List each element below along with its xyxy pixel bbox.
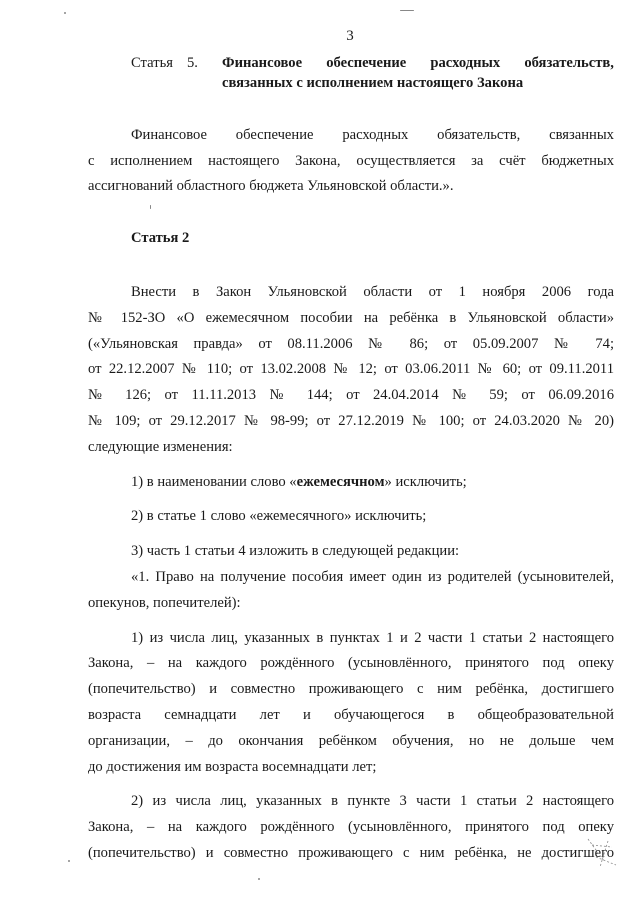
item-3: 3) часть 1 статьи 4 изложить в следующей редакции:: [131, 543, 460, 560]
article-5-heading: Статья 5. Финансовое обеспечение расходных обязательств, связанных с исполнением настоящего Закона: [88, 53, 614, 93]
financing-line-3: ассигнований областного бюджета Ульяновской области.».: [88, 178, 454, 195]
intro-line: № 152-ЗО «О ежемесячном пособии на ребёнка в Ульяновской области»: [88, 309, 614, 326]
subitem-1-line: возраста семнадцати лет и обучающегося в общеобразовательной: [88, 706, 614, 723]
subitem-2-line: Закона, – на каждого рождённого (усыновлённого, принятого под опеку: [88, 819, 614, 836]
subitem-1-last: до достижения им возраста восемнадцати лет;: [88, 758, 377, 775]
scan-speck: [68, 860, 70, 862]
scan-mark-scribble: [582, 835, 622, 871]
scan-speck: [400, 10, 414, 11]
intro-line-last: следующие изменения:: [88, 438, 233, 455]
item-1: 1) в наименовании слово «ежемесячном» исключить;: [131, 473, 467, 490]
subitem-2-line: 2) из числа лиц, указанных в пункте 3 части 1 статьи 2 настоящего: [131, 793, 614, 810]
scan-speck: [150, 205, 151, 209]
intro-line: № 109; от 29.12.2017 № 98-99; от 27.12.2019 № 100; от 24.03.2020 № 20): [88, 412, 614, 429]
financing-line-2: с исполнением настоящего Закона, осуществляется за счёт бюджетных: [88, 152, 614, 169]
article-5-label: Статья 5.: [131, 55, 198, 71]
subitem-2-line: (попечительство) и совместно проживающего с ним ребёнка, не достигшего: [88, 844, 614, 861]
intro-line: («Ульяновская правда» от 08.11.2006 № 86; от 05.09.2007 № 74;: [88, 335, 614, 352]
subitem-1-line: 1) из числа лиц, указанных в пунктах 1 и 2 части 1 статьи 2 настоящего: [131, 629, 614, 646]
subitem-1-line: организации, – до окончания ребёнком обучения, но не дольше чем: [88, 732, 614, 749]
subitem-1-line: Закона, – на каждого рождённого (усыновлённого, принятого под опеку: [88, 655, 614, 672]
intro-line: Внести в Закон Ульяновской области от 1 ноября 2006 года: [131, 284, 614, 300]
quote-line-last: опекунов, попечителей):: [88, 594, 241, 611]
financing-line-1: Финансовое обеспечение расходных обязательств, связанных: [131, 127, 614, 143]
page-number: 3: [346, 28, 354, 44]
item-2: 2) в статье 1 слово «ежемесячного» исключить;: [131, 508, 427, 525]
scan-speck: [258, 878, 260, 880]
scan-speck: [64, 12, 66, 14]
article-2-body: [88, 280, 614, 867]
article-5-title-line2: связанных с исполнением настоящего Закона: [222, 75, 524, 91]
quote-line: «1. Право на получение пособия имеет один из родителей (усыновителей,: [131, 568, 614, 585]
intro-line: от 22.12.2007 № 110; от 13.02.2008 № 12; от 03.06.2011 № 60; от 09.11.2011: [88, 361, 614, 378]
article-2-title: Статья 2: [131, 230, 190, 246]
financing-paragraph: [88, 123, 614, 200]
intro-line: № 126; от 11.11.2013 № 144; от 24.04.2014 № 59; от 06.09.2016: [88, 387, 614, 404]
subitem-1-line: (попечительство) и совместно проживающего с ним ребёнка, достигшего: [88, 681, 614, 698]
